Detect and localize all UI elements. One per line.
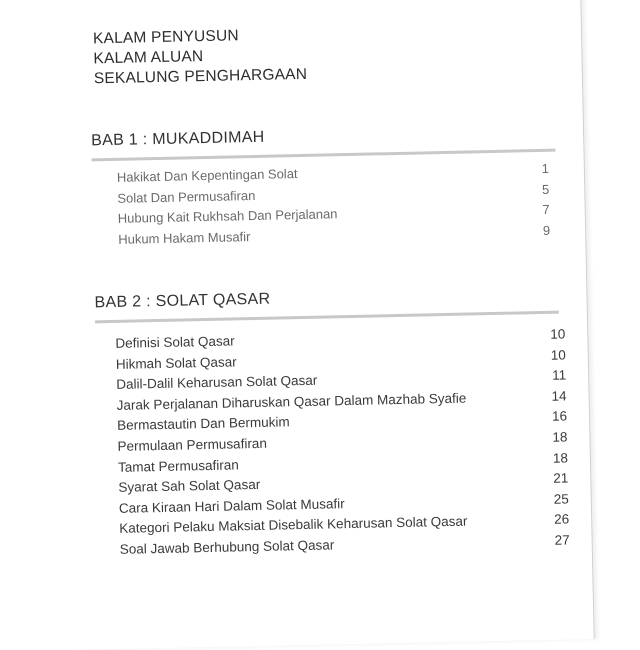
document-page [60,0,595,650]
toc-entry-page: 25 [553,491,569,507]
toc-entry-title: Syarat Sah Solat Qasar [118,477,261,496]
toc-entry-title: Cara Kiraan Hari Dalam Solat Musafir [118,495,345,516]
toc-entry-title: Dalil-Dalil Keharusan Solat Qasar [116,372,318,393]
toc-entry-page: 5 [541,181,550,197]
toc-entry-title: Soal Jawab Berhubung Solat Qasar [119,537,335,557]
toc-entry-page: 10 [550,326,566,342]
toc-entry-title: Hubung Kait Rukhsah Dan Perjalanan [117,206,338,227]
chapter-2-divider [95,311,559,324]
toc-entry-title: Jarak Perjalanan Diharuskan Qasar Dalam Mazhab Syafie [116,390,467,413]
toc-entry-title: Hakikat Dan Kepentingan Solat [116,166,298,185]
front-matter-item: KALAM ALUAN [93,48,204,68]
chapter-1-heading: BAB 1 : MUKADDIMAH [90,128,265,150]
toc-entry-page: 26 [554,511,570,528]
toc-entry-title: Kategori Pelaku Maksiat Disebalik Keharusan Solat Qasar [119,513,468,537]
chapter-1-section [90,123,556,247]
toc-entry-page: 9 [542,222,551,238]
front-matter-item: SEKALUNG PENGHARGAAN [93,65,308,88]
chapter-2-toc [115,326,570,562]
front-matter-list [93,25,308,89]
chapter-2-section [94,285,570,557]
toc-entry-page: 7 [542,201,550,218]
chapter-2-heading: BAB 2 : SOLAT QASAR [94,290,271,312]
toc-entry-page: 1 [541,160,549,176]
toc-entry-title: Bermastautin Dan Bermukim [116,414,290,434]
toc-entry-page: 14 [551,388,567,404]
toc-entry-page: 21 [553,470,569,486]
front-matter-item: KALAM PENYUSUN [92,27,239,48]
chapter-1-toc [117,161,551,252]
toc-entry-page: 18 [552,450,569,466]
toc-entry-page: 11 [552,367,567,383]
chapter-1-divider [92,149,556,162]
toc-entry-page: 18 [552,429,568,445]
toc-entry-page: 10 [550,347,566,363]
toc-entry-title: Tamat Permusafiran [117,456,239,475]
toc-entry-title: Solat Dan Permusafiran [117,187,256,206]
toc-entry-title: Definisi Solat Qasar [115,333,235,351]
toc-entry-page: 16 [551,408,568,425]
toc-entry-title: Hikmah Solat Qasar [115,353,237,372]
toc-entry-page: 27 [554,532,570,548]
toc-entry-title: Hukum Hakam Musafir [118,228,251,247]
toc-entry-title: Permulaan Permusafiran [117,435,268,454]
